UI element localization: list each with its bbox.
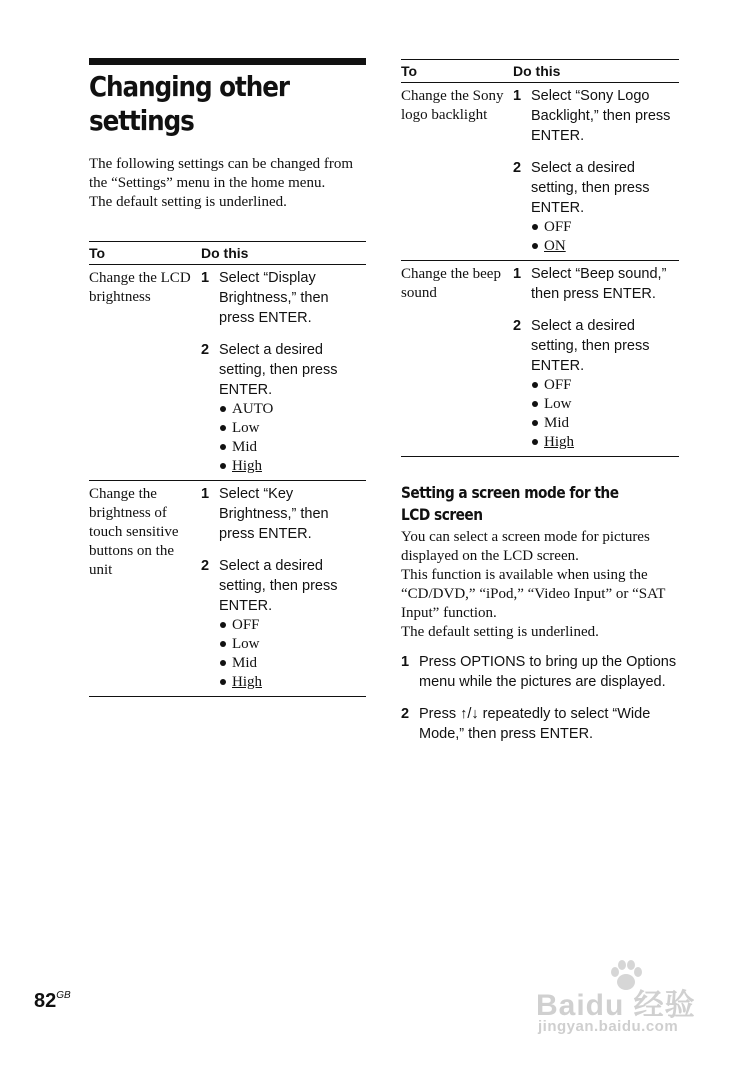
step-text: Select “Beep sound,” then press ENTER. xyxy=(531,266,667,302)
row-to: Change the beep sound xyxy=(401,266,501,301)
step-2 xyxy=(513,158,679,256)
intro-text xyxy=(89,155,359,212)
page-suffix: GB xyxy=(56,990,71,1001)
option: Mid xyxy=(219,438,366,457)
header-to: To xyxy=(401,63,418,79)
option: Low xyxy=(219,635,366,654)
step-number: 2 xyxy=(201,342,210,358)
option: Low xyxy=(219,419,366,438)
watermark xyxy=(536,960,716,1040)
row-steps xyxy=(201,481,366,696)
step-2 xyxy=(513,316,679,452)
step-1 xyxy=(201,268,366,328)
options-list xyxy=(219,616,366,692)
watermark-brand: Baidu 经验 xyxy=(536,989,696,1022)
row-steps xyxy=(513,83,679,260)
step-2 xyxy=(201,340,366,476)
header-do-this: Do this xyxy=(201,245,249,261)
options-list xyxy=(531,376,679,452)
page-title: Changing other settings xyxy=(89,70,289,137)
options-list xyxy=(219,400,366,476)
step-1 xyxy=(401,652,681,692)
option-default: High xyxy=(531,433,679,452)
settings-table-right xyxy=(401,59,679,457)
option: OFF xyxy=(219,616,366,635)
title-rule xyxy=(89,58,366,65)
option: OFF xyxy=(531,376,679,395)
option: Low xyxy=(531,395,679,414)
row-steps xyxy=(201,265,366,480)
step-number: 2 xyxy=(513,160,522,176)
step-text: Select “Sony Logo Backlight,” then press ENTER. xyxy=(531,88,671,144)
settings-table-left xyxy=(89,241,366,697)
step-text: Press OPTIONS to bring up the Options menu while the pictures are displayed. xyxy=(419,654,677,690)
page-number xyxy=(34,990,71,1013)
step-1 xyxy=(513,264,679,304)
step-text: Select “Display Brightness,” then press ENTER. xyxy=(219,270,329,326)
step-text: Select a desired setting, then press ENTER. xyxy=(531,318,650,374)
step-1 xyxy=(201,484,366,544)
step-text: Select “Key Brightness,” then press ENTER. xyxy=(219,486,329,542)
step-number: 1 xyxy=(201,270,210,286)
table-header xyxy=(401,59,679,83)
table-header xyxy=(89,241,366,265)
step-1 xyxy=(513,86,679,146)
row-to: Change the LCD brightness xyxy=(89,270,191,305)
step-number: 2 xyxy=(513,318,522,334)
step-2 xyxy=(201,556,366,692)
row-to: Change the brightness of touch sensitive buttons on the unit xyxy=(89,486,179,578)
step-text: Press ↑/↓ repeatedly to select “Wide Mode,” then press ENTER. xyxy=(419,706,651,742)
section-paragraph: You can select a screen mode for pictures displayed on the LCD screen. xyxy=(401,529,650,564)
section-paragraph: This function is available when using the “CD/DVD,” “iPod,” “Video Input” or “SAT Input” function. xyxy=(401,567,666,621)
option: OFF xyxy=(531,218,679,237)
table-row-sony-logo xyxy=(401,83,679,261)
option-default: High xyxy=(219,457,366,476)
step-number: 1 xyxy=(201,486,210,502)
page-number-value: 82 xyxy=(34,990,57,1012)
intro-default-note: The default setting is underlined. xyxy=(89,194,287,210)
option: AUTO xyxy=(219,400,366,419)
step-text: Select a desired setting, then press ENTER. xyxy=(531,160,650,216)
options-list xyxy=(531,218,679,256)
option-default: High xyxy=(219,673,366,692)
step-text: Select a desired setting, then press ENTER. xyxy=(219,558,338,614)
row-to: Change the Sony logo backlight xyxy=(401,88,504,123)
step-number: 1 xyxy=(401,654,410,670)
table-row-beep-sound xyxy=(401,261,679,457)
table-row-lcd-brightness xyxy=(89,265,366,481)
header-do-this: Do this xyxy=(513,63,561,79)
option: Mid xyxy=(531,414,679,433)
step-number: 2 xyxy=(201,558,210,574)
step-number: 1 xyxy=(513,88,522,104)
watermark-site: jingyan.baidu.com xyxy=(538,1018,679,1035)
option-default: ON xyxy=(531,237,679,256)
section-text xyxy=(401,528,681,642)
intro-paragraph: The following settings can be changed from the “Settings” menu in the home menu. xyxy=(89,156,354,191)
section-steps xyxy=(401,652,681,744)
header-to: To xyxy=(89,245,106,261)
section-default-note: The default setting is underlined. xyxy=(401,624,599,640)
step-number: 2 xyxy=(401,706,410,722)
table-row-key-brightness xyxy=(89,481,366,697)
option: Mid xyxy=(219,654,366,673)
row-steps xyxy=(513,261,679,456)
step-2 xyxy=(401,704,681,744)
step-number: 1 xyxy=(513,266,522,282)
step-text: Select a desired setting, then press ENTER. xyxy=(219,342,338,398)
section-heading: Setting a screen mode for the LCD screen xyxy=(401,483,619,524)
